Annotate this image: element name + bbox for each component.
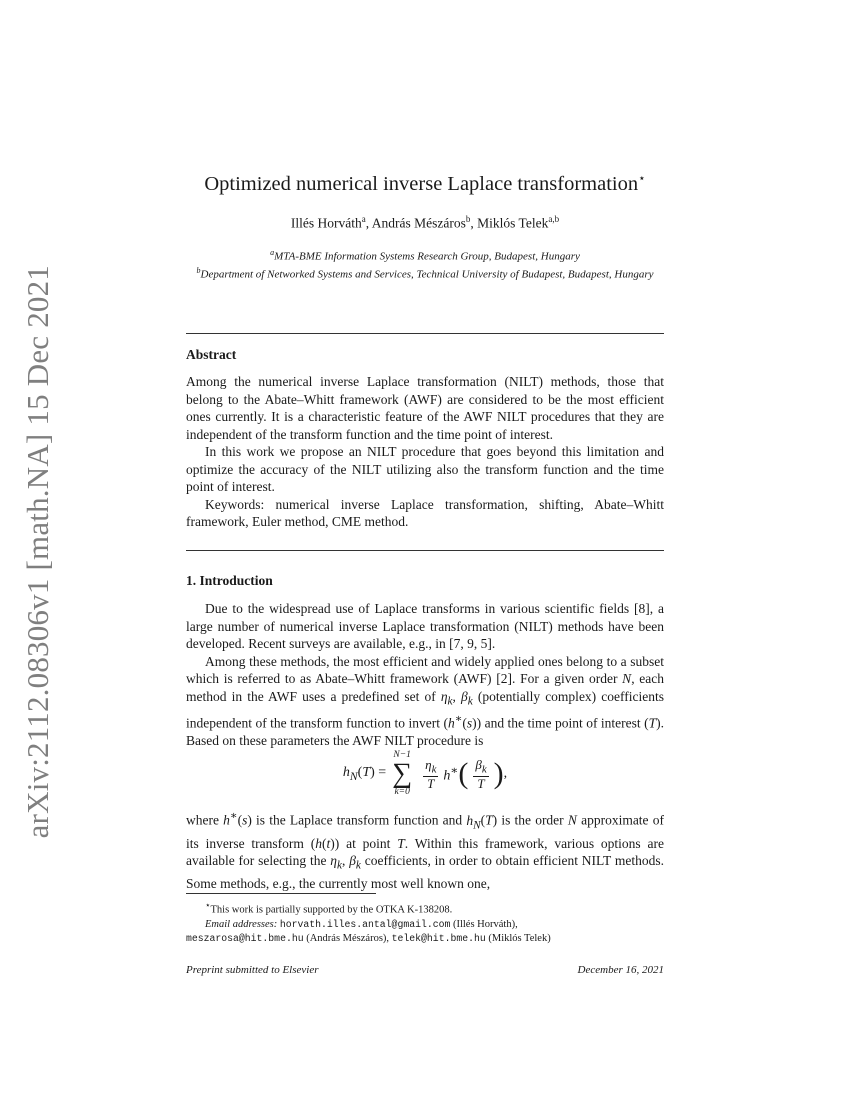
author: Illés Horváth: [290, 215, 362, 231]
intro-text: [186, 600, 664, 749]
paragraph: where h∗(s) is the Laplace transform function and $h_N(T)$ is the order N approximate of its inverse transform (h(t)) at point T. Within this framework, various options are available for selecting the $\eta_k$, $\beta_k$ coefficients, in order to obtain efficient NILT methods. Some methods, e.g., the currently most well known one,: [186, 810, 665, 892]
footnote: ⋆This work is partially supported by the OTKA K-138208. Email addresses: horvath.illes.antal@gmail.com (Illés Horváth), meszarosa@hit.bme.hu (András Mészáros), telek@hit.bme.hu (Miklós Telek): [186, 900, 551, 944]
email-link[interactable]: telek@hit.bme.hu: [391, 932, 486, 944]
author: Miklós Telek: [477, 215, 549, 231]
abstract-bottom-rule: [186, 550, 664, 551]
affiliation-a: $^a$MTA-BME Information Systems Research Group, Budapest, Hungary: [270, 248, 580, 263]
email-link[interactable]: meszarosa@hit.bme.hu: [186, 932, 304, 944]
abstract-paragraph: Among the numerical inverse Laplace transformation (NILT) methods, those that belong to the Abate–Whitt framework (AWF) are considered to be the most efficient ones currently. It is a characteristic feature of the AWF NILT procedures that they are independent of the transform function and the time point of interest.: [186, 374, 664, 442]
author: András Mészáros: [371, 215, 466, 231]
preprint-note: Preprint submitted to Elsevier: [186, 964, 319, 976]
paragraph: Due to the widespread use of Laplace transforms in various scientific fields [8], a large number of numerical inverse Laplace transformation (NILT) methods have been developed. Recent surveys are available, e.g., in [7, 9, 5].: [186, 601, 664, 651]
affiliations: [180, 246, 670, 281]
date: December 16, 2021: [577, 964, 664, 976]
paper-title: Optimized numerical inverse Laplace transformation⋆: [204, 171, 646, 195]
footnote-rule: [186, 893, 376, 894]
intro-text-continued: [186, 808, 664, 893]
abstract-heading: Abstract: [186, 347, 237, 362]
arxiv-stamp: arXiv:2112.08306v1 [math.NA] 15 Dec 2021: [20, 265, 55, 839]
abstract-body: [186, 373, 664, 531]
keywords: Keywords: numerical inverse Laplace transformation, shifting, Abate–Whitt framework, Euler method, CME method.: [186, 496, 664, 529]
abstract-paragraph: In this work we propose an NILT procedure that goes beyond this limitation and optimize the accuracy of the NILT utilizing also the transform function and the time point of interest.: [186, 444, 664, 494]
paragraph: Among these methods, the most efficient and widely applied ones belong to a subset which is referred to as Abate–Whitt framework (AWF) [2]. For a given order N, each method in the AWF uses a predefined set of $\eta_k$, $\beta_k$ (potentially complex) coefficients independent of the transform function to invert (h∗(s)) and the time point of interest (T). Based on these parameters the AWF NILT procedure is: [186, 653, 665, 748]
section-heading: 1. Introduction: [186, 573, 273, 588]
affiliation-b: $^b$Department of Networked Systems and Services, Technical University of Budapest, Budapest, Hungary: [196, 265, 654, 281]
email-link[interactable]: horvath.illes.antal@gmail.com: [279, 918, 451, 930]
abstract-top-rule: [186, 333, 664, 334]
author-list: Illés Horváth$^a$, András Mészáros$^b$, Miklós Telek$^{a,b}$: [290, 214, 560, 231]
equation-awf: $h_N(T)$ = N−1 ∑ k=0 $\frac{\eta_k}{T}$ h∗ ( $\frac{\beta_k}{T}$ ) ,: [342, 749, 508, 797]
